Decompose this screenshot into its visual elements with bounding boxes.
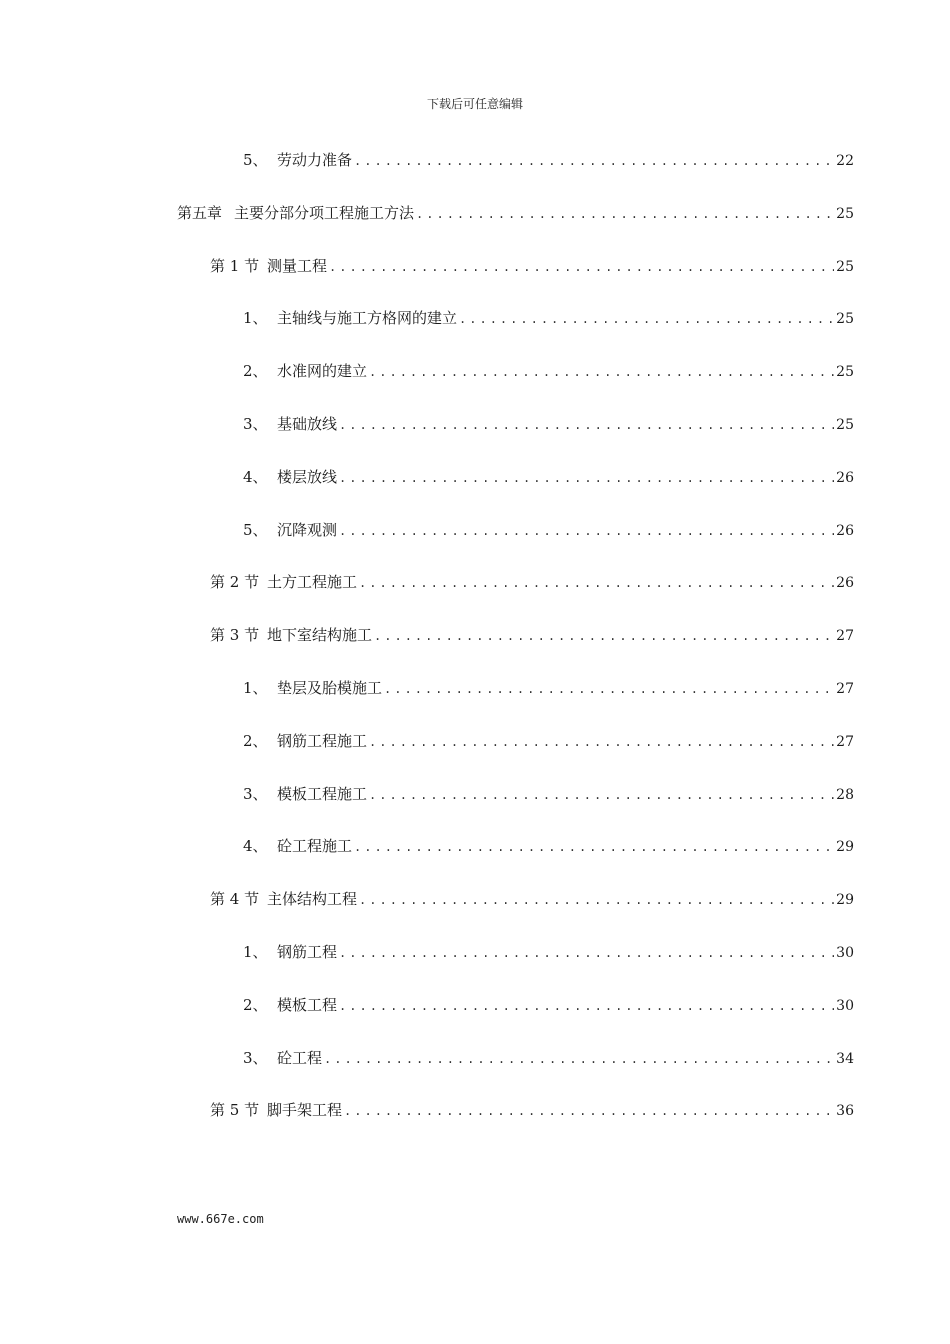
toc-entry-title: 主轴线与施工方格网的建立 [277, 309, 458, 328]
toc-dot-leader [324, 1046, 834, 1072]
toc-entry[interactable] [243, 464, 854, 490]
toc-dot-leader [339, 993, 834, 1019]
toc-entry-title: 基础放线 [277, 415, 338, 433]
page-header: 下载后可任意编辑 [426, 97, 523, 111]
toc-entry-page-number: 30 [836, 945, 854, 961]
toc-entry-title: 脚手架工程 [267, 1101, 343, 1120]
toc-entry[interactable] [243, 833, 854, 859]
toc-entry-title: 砼工程 [277, 1048, 323, 1067]
toc-entry[interactable] [243, 147, 854, 173]
toc-entry-page-number: 25 [836, 417, 854, 433]
toc-entry[interactable] [243, 728, 854, 754]
toc-entry-title: 楼层放线 [277, 467, 338, 486]
toc-dot-leader [339, 412, 834, 438]
toc-entry[interactable] [243, 305, 854, 331]
toc-entry-title: 地下室结构施工 [267, 626, 373, 645]
toc-entry-number: 3、 [243, 784, 268, 803]
toc-entry-title: 主要分部分项工程施工方法 [234, 203, 415, 222]
toc-entry-title: 垫层及胎模施工 [277, 679, 383, 697]
toc-entry-number: 1、 [243, 309, 268, 328]
toc-entry[interactable] [243, 517, 854, 543]
toc-entry-number: 2、 [243, 362, 268, 381]
toc-dot-leader [354, 834, 834, 860]
toc-entry-page-number: 36 [836, 1103, 854, 1120]
toc-dot-leader [384, 676, 834, 702]
toc-dot-leader [329, 254, 834, 280]
toc-dot-leader [339, 940, 834, 966]
toc-entry-number: 1、 [243, 943, 268, 961]
toc-dot-leader [369, 729, 834, 755]
toc-entry-title: 钢筋工程施工 [277, 731, 368, 750]
toc-entry[interactable] [210, 1097, 854, 1123]
toc-entry-title: 沉降观测 [277, 520, 338, 539]
toc-entry-number: 第 1 节 [210, 256, 260, 275]
toc-entry[interactable] [243, 1045, 854, 1071]
toc-entry-number: 第五章 [177, 203, 223, 222]
toc-entry-page-number: 26 [836, 575, 854, 592]
toc-entry[interactable] [210, 253, 854, 279]
toc-entry-number: 第 5 节 [210, 1101, 260, 1120]
toc-dot-leader [339, 465, 834, 491]
toc-entry-title: 钢筋工程 [277, 943, 338, 961]
toc-entry[interactable] [243, 358, 854, 384]
toc-entry-page-number: 29 [836, 839, 854, 856]
toc-entry-page-number: 22 [836, 153, 854, 169]
toc-entry-title: 砼工程施工 [277, 837, 353, 856]
toc-entry-page-number: 25 [836, 258, 854, 275]
toc-dot-leader [416, 201, 834, 227]
toc-entry-number: 3、 [243, 1048, 268, 1067]
toc-entry-page-number: 28 [836, 786, 854, 803]
toc-entry[interactable] [243, 411, 854, 437]
toc-dot-leader [459, 306, 834, 332]
toc-entry-title: 劳动力准备 [277, 151, 353, 169]
toc-entry-number: 1、 [243, 679, 268, 697]
toc-entry[interactable] [210, 886, 854, 912]
toc-entry-page-number: 29 [836, 892, 854, 909]
toc-dot-leader [339, 518, 834, 544]
toc-entry[interactable] [210, 622, 854, 648]
toc-entry-page-number: 30 [836, 997, 854, 1014]
toc-entry-title: 土方工程施工 [267, 573, 358, 592]
toc-dot-leader [344, 1098, 834, 1124]
toc-entry-title: 主体结构工程 [267, 890, 358, 909]
toc-entry-number: 3、 [243, 415, 268, 433]
toc-entry-page-number: 34 [836, 1050, 854, 1067]
toc-dot-leader [359, 887, 834, 913]
toc-entry-number: 2、 [243, 995, 268, 1014]
toc-entry[interactable] [243, 992, 854, 1018]
toc-entry-title: 模板工程 [277, 995, 338, 1014]
toc-entry[interactable] [243, 939, 854, 965]
toc-entry-number: 5、 [243, 151, 268, 169]
toc-entry-page-number: 27 [836, 628, 854, 645]
toc-entry-page-number: 27 [836, 681, 854, 697]
toc-entry-number: 第 3 节 [210, 626, 260, 645]
toc-entry-number: 5、 [243, 520, 268, 539]
toc-entry-number: 4、 [243, 837, 268, 856]
toc-dot-leader [369, 359, 834, 385]
toc-dot-leader [359, 570, 834, 596]
footer-url: www.667e.com [177, 1212, 264, 1226]
toc-entry-number: 4、 [243, 467, 268, 486]
toc-entry-page-number: 25 [836, 364, 854, 381]
toc-entry-page-number: 26 [836, 469, 854, 486]
toc-entry-page-number: 26 [836, 522, 854, 539]
toc-entry[interactable] [243, 781, 854, 807]
toc-dot-leader [354, 148, 834, 174]
toc-entry-number: 2、 [243, 731, 268, 750]
toc-entry-page-number: 27 [836, 733, 854, 750]
toc-dot-leader [369, 782, 834, 808]
toc-entry-page-number: 25 [836, 311, 854, 328]
toc-entry-title: 水准网的建立 [277, 362, 368, 381]
toc-entry-number: 第 2 节 [210, 573, 260, 592]
toc-entry-number: 第 4 节 [210, 890, 260, 909]
toc-entry-title: 模板工程施工 [277, 784, 368, 803]
toc-dot-leader [374, 623, 834, 649]
toc-entry[interactable] [210, 569, 854, 595]
toc-entry[interactable] [177, 200, 854, 226]
toc-entry-page-number: 25 [836, 205, 854, 222]
toc-entry-title: 测量工程 [267, 256, 328, 275]
toc-entry[interactable] [243, 675, 854, 701]
